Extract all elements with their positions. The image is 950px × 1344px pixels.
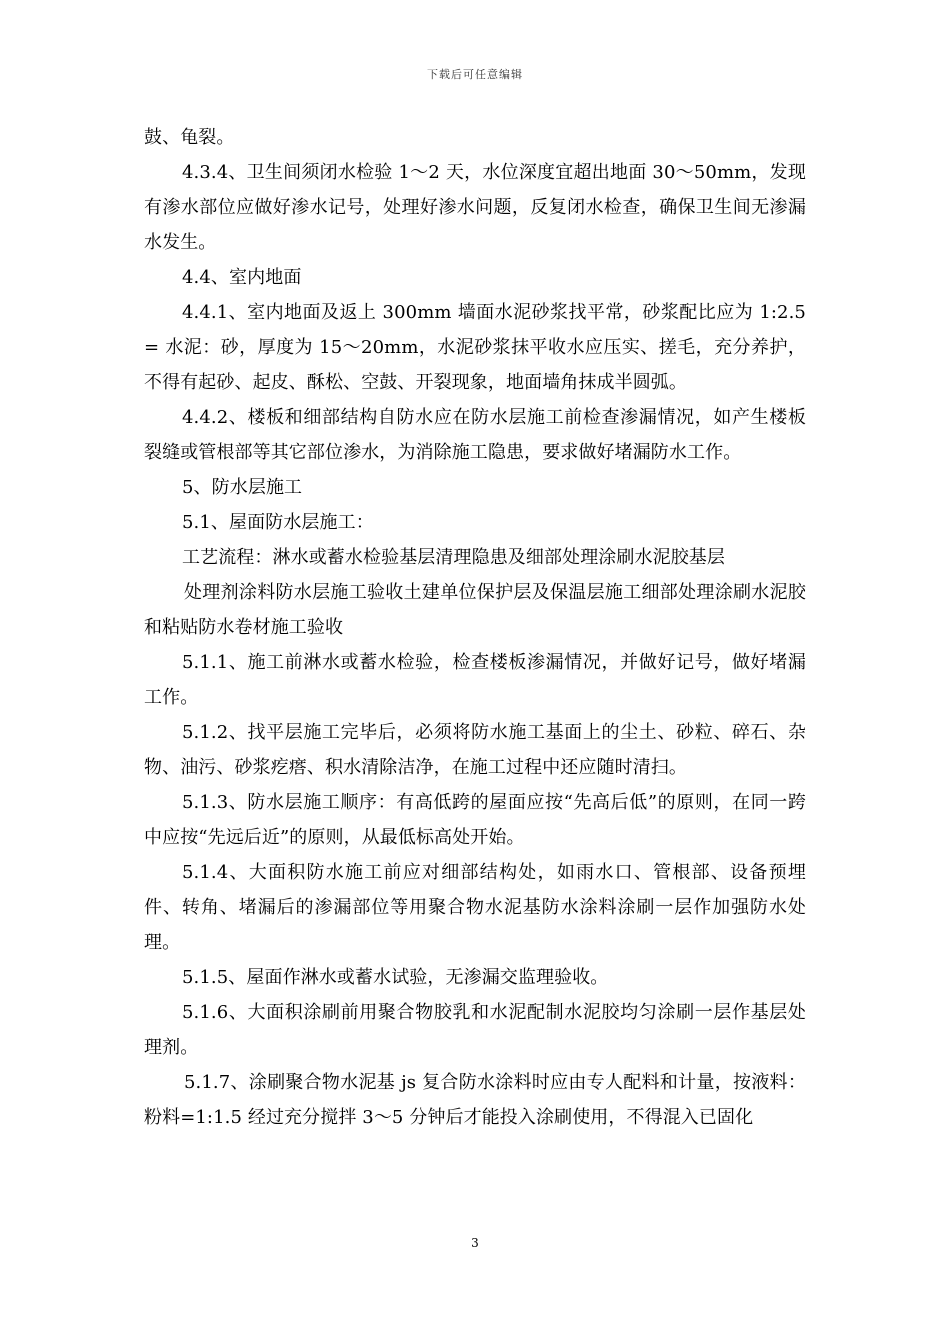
paragraph-4-3-4: 4.3.4、卫生间须闭水检验 1～2 天，水位深度宜超出地面 30～50mm，发现有渗水部位应做好渗水记号，处理好渗水问题，反复闭水检查，确保卫生间无渗漏水发生。 <box>144 162 806 253</box>
heading-5-1: 5.1、屋面防水层施工： <box>182 512 374 533</box>
document-body <box>144 120 806 1135</box>
page-number: 3 <box>471 1236 479 1250</box>
paragraph-5-1-3: 5.1.3、防水层施工顺序：有高低跨的屋面应按“先高后低”的原则，在同一跨中应按“先远后近”的原则，从最低标高处开始。 <box>144 792 806 848</box>
paragraph-4-4-1: 4.4.1、室内地面及返上 300mm 墙面水泥砂浆找平常，砂浆配比应为 1:2.5= 水泥：砂，厚度为 15～20mm，水泥砂浆抹平收水应压实、搓毛，充分养护，不得有起砂、起皮、酥松、空鼓、开裂现象，地面墙角抹成半圆弧。 <box>144 302 806 393</box>
paragraph-5-1-4: 5.1.4、大面积防水施工前应对细部结构处，如雨水口、管根部、设备预埋件、转角、堵漏后的渗漏部位等用聚合物水泥基防水涂料涂刷一层作加强防水处理。 <box>144 862 806 953</box>
page-header: 下载后可任意编辑 <box>427 68 523 81</box>
paragraph-5-1-1: 5.1.1、施工前淋水或蓄水检验，检查楼板渗漏情况，并做好记号，做好堵漏工作。 <box>144 652 806 708</box>
paragraph-4-4-2: 4.4.2、楼板和细部结构自防水应在防水层施工前检查渗漏情况，如产生楼板裂缝或管根部等其它部位渗水，为消除施工隐患，要求做好堵漏防水工作。 <box>144 407 806 463</box>
heading-4-4: 4.4、室内地面 <box>182 267 302 288</box>
process-flow-line-2: 处理剂涂料防水层施工验收土建单位保护层及保温层施工细部处理涂刷水泥胶和粘贴防水卷材施工验收 <box>144 582 806 638</box>
paragraph-5-1-5: 5.1.5、屋面作淋水或蓄水试验，无渗漏交监理验收。 <box>182 967 609 988</box>
paragraph-5-1-7: 5.1.7、涂刷聚合物水泥基 js 复合防水涂料时应由专人配料和计量，按液料：粉料=1:1.5 经过充分搅拌 3～5 分钟后才能投入涂刷使用，不得混入已固化 <box>144 1072 806 1128</box>
paragraph-5-1-6: 5.1.6、大面积涂刷前用聚合物胶乳和水泥配制水泥胶均匀涂刷一层作基层处理剂。 <box>144 1002 806 1058</box>
paragraph-5-1-2: 5.1.2、找平层施工完毕后，必须将防水施工基面上的尘土、砂粒、碎石、杂物、油污、砂浆疙瘩、积水清除洁净，在施工过程中还应随时清扫。 <box>144 722 806 778</box>
process-flow-line-1: 工艺流程：淋水或蓄水检验基层清理隐患及细部处理涂刷水泥胶基层 <box>182 547 725 568</box>
heading-5: 5、防水层施工 <box>182 477 303 498</box>
paragraph-continuation: 鼓、龟裂。 <box>144 127 235 148</box>
